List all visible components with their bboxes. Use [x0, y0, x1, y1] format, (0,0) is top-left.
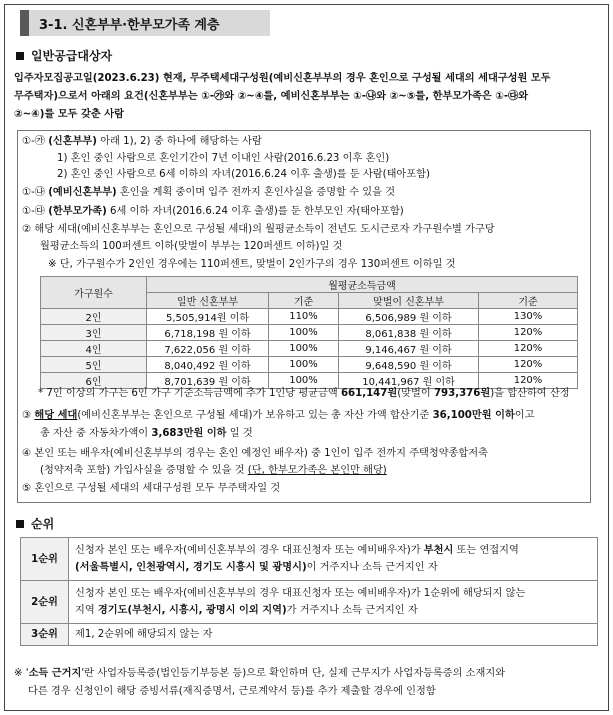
th-general: 일반 신혼부부 — [147, 293, 269, 309]
item-assets-2: 총 자산 중 자동차가액이 3,683만원 이하 일 것 — [40, 428, 253, 439]
th-income: 월평균소득금액 — [147, 277, 578, 293]
rank-2-desc: 신청자 본인 또는 배우자(예비신혼부부의 경우 대표신청자 또는 예비배우자)가 1순위에 해당되지 않는 지역 경기도(부천시, 시흥시, 광명시 이외 지역)가 거주지나 소득 근거지인 자 — [69, 581, 598, 624]
table-row — [21, 538, 598, 581]
intro-paragraph: 입주자모집공고일(2023.6.23) 현재, 무주택세대구성원(예비신혼부부의 경우 혼인으로 구성될 세대의 세대구성원 모두 무주택자)으로서 아래의 요건(신혼부부는 ①-㉮와 ②~④를, 예비신혼부부는 ①-㉯와 ②~⑤를, 한부모가족은 ①-㉰와 ②~④)를 모두 갖춘 사람 — [14, 73, 551, 120]
priority-heading: 순위 — [16, 515, 54, 532]
table-row: 6인 8,701,639 원 이하 100% 10,441,967 원 이하 120% — [41, 373, 578, 389]
item-single-parent: ①-㉰ (한부모가족) 6세 이하 자녀(2016.6.24 이후 출생)를 둔 한부모인 자(태아포함) — [22, 206, 404, 217]
priority-table — [20, 537, 598, 646]
item-income-2: 월평균소득의 100퍼센트 이하(맞벌이 부부는 120퍼센트 이하)일 것 — [40, 241, 343, 252]
item-newlyweds-2: 2) 혼인 중인 사람으로 6세 이하의 자녀(2016.6.24 이후 출생)를 둔 사람(태아포함) — [57, 169, 430, 180]
rank-2-label: 2순위 — [21, 581, 69, 624]
item-assets: ③ 해당 세대(예비신혼부부는 혼인으로 구성될 세대)가 보유하고 있는 총 자산 가액 합산기준 36,100만원 이하이고 — [22, 410, 535, 421]
income-table — [40, 276, 578, 389]
table-row — [21, 581, 598, 624]
item-income-note: ※ 단, 가구원수가 2인인 경우에는 110퍼센트, 맞벌이 2인가구의 경우 130퍼센트 이하일 것 — [48, 259, 456, 270]
rank-1-label: 1순위 — [21, 538, 69, 581]
square-bullet-icon — [16, 520, 24, 528]
square-bullet-icon — [16, 52, 24, 60]
item-homeless: ⑤ 혼인으로 구성될 세대의 세대구성원 모두 무주택자일 것 — [22, 483, 281, 494]
rank-3-desc: 제1, 2순위에 해당되지 않는 자 — [69, 624, 598, 646]
item-prenewlyweds: ①-㉯ (예비신혼부부) 혼인을 계획 중이며 입주 전까지 혼인사실을 증명할 수 있을 것 — [22, 187, 396, 198]
item-newlyweds-1: 1) 혼인 중인 사람으로 혼인기간이 7년 이내인 사람(2016.6.23 이후 혼인) — [57, 153, 390, 164]
table-row — [21, 624, 598, 646]
general-heading: 일반공급대상자 — [16, 47, 112, 64]
seven-person-note: * 7인 이상의 가구는 6인 가구 기준소득금액에 추가 1인당 평균금액 661,147원(맞벌이 793,376원)을 합산하여 산정 — [38, 388, 570, 399]
item-income: ② 해당 세대(예비신혼부부는 혼인으로 구성될 세대)의 월평균소득이 전년도 도시근로자 가구원수별 가구당 — [22, 224, 495, 235]
th-members: 가구원수 — [41, 277, 147, 309]
item-savings: ④ 본인 또는 배우자(예비신혼부부의 경우는 혼인 예정인 배우자) 중 1인이 입주 전까지 주택청약종합저축 — [22, 448, 488, 459]
section-title-bar — [20, 10, 270, 36]
table-row: 4인 7,622,056 원 이하 100% 9,146,467 원 이하 120% — [41, 341, 578, 357]
table-row: 5인 8,040,492 원 이하 100% 9,648,590 원 이하 120% — [41, 357, 578, 373]
th-criterion: 기준 — [269, 293, 339, 309]
th-dual: 맞벌이 신혼부부 — [339, 293, 479, 309]
rank-1-desc: 신청자 본인 또는 배우자(예비신혼부부의 경우 대표신청자 또는 예비배우자)가 부천시 또는 연접지역 (서울특별시, 인천광역시, 경기도 시흥시 및 광명시)이 거주지나 소득 근거지인 자 — [69, 538, 598, 581]
table-row: 2인 5,505,914원 이하 110% 6,506,989 원 이하 130% — [41, 309, 578, 325]
rank-3-label: 3순위 — [21, 624, 69, 646]
item-newlyweds: ①-㉮ (신혼부부) 아래 1), 2) 중 하나에 해당하는 사람 — [22, 136, 262, 147]
item-savings-2: (청약저축 포함) 가입사실을 증명할 수 있을 것 (단, 한부모가족은 본인만 해당) — [40, 465, 387, 476]
page-title: 3-1. 신혼부부·한부모가족 계층 — [39, 17, 220, 33]
table-row: 3인 6,718,198 원 이하 100% 8,061,838 원 이하 120% — [41, 325, 578, 341]
footnote: ※ '소득 근거지'란 사업자등록증(법인등기부등본 등)으로 확인하며 단, 실제 근무지가 사업자등록증의 소재지와 다른 경우 신청인이 해당 증빙서류(재직증명서, 근로계약서 등)를 추가 제출할 경우에 인정함 — [14, 668, 506, 697]
th-criterion2: 기준 — [479, 293, 578, 309]
title-marker — [20, 10, 29, 36]
